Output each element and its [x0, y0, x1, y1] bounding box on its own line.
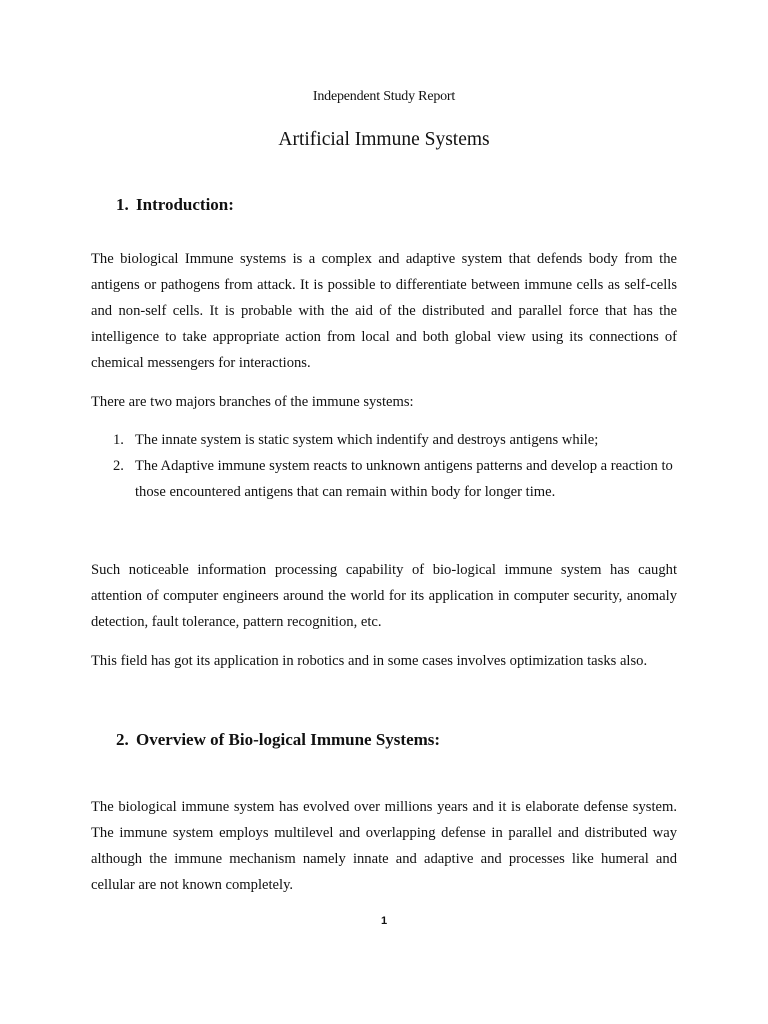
list-item: [91, 427, 677, 453]
section-number: 1.: [116, 195, 129, 214]
intro-paragraph: The biological Immune systems is a complex and adaptive system that defends body from the antigens or pathogens from attack. It is possible to differentiate between immune cells as self-cells and non-self cells. It is probable with the aid of the distributed and parallel force that has the intelligence to take appropriate action from local and both global view using its connections of chemical messengers for interactions.: [91, 251, 677, 371]
section-number: 2.: [116, 730, 129, 749]
header-label: Independent Study Report: [312, 89, 456, 104]
section-heading-introduction: [116, 195, 234, 215]
branches-list: [91, 427, 677, 505]
page-number: 1: [380, 915, 388, 927]
list-item-text: The Adaptive immune system reacts to unknown antigens patterns and develop a reaction to those encountered antigens that can remain within body for longer time.: [135, 458, 673, 500]
overview-paragraph: The biological immune system has evolved over millions years and it is elaborate defense system. The immune system employs multilevel and overlapping defense in parallel and distributed way although the immune mechanism namely innate and adaptive and processes like humeral and cellular are not known completely.: [91, 799, 677, 893]
section-title: Overview of Bio-logical Immune Systems:: [136, 730, 441, 749]
capability-paragraph: Such noticeable information processing capability of bio-logical immune system has caught attention of computer engineers around the world for its application in computer security, anomaly detection, fault tolerance, pattern recognition, etc.: [91, 562, 677, 630]
list-item-text: The innate system is static system which indentify and destroys antigens while;: [135, 432, 599, 448]
section-heading-overview: [116, 730, 440, 750]
list-marker: 2.: [113, 458, 124, 474]
applications-paragraph: This field has got its application in robotics and in some cases involves optimization tasks also.: [91, 653, 648, 669]
list-marker: 1.: [113, 432, 124, 448]
branches-intro-paragraph: There are two majors branches of the immune systems:: [91, 394, 414, 410]
section-title: Introduction:: [136, 195, 234, 214]
document-title: Artificial Immune Systems: [278, 129, 490, 150]
list-item: [91, 453, 677, 505]
